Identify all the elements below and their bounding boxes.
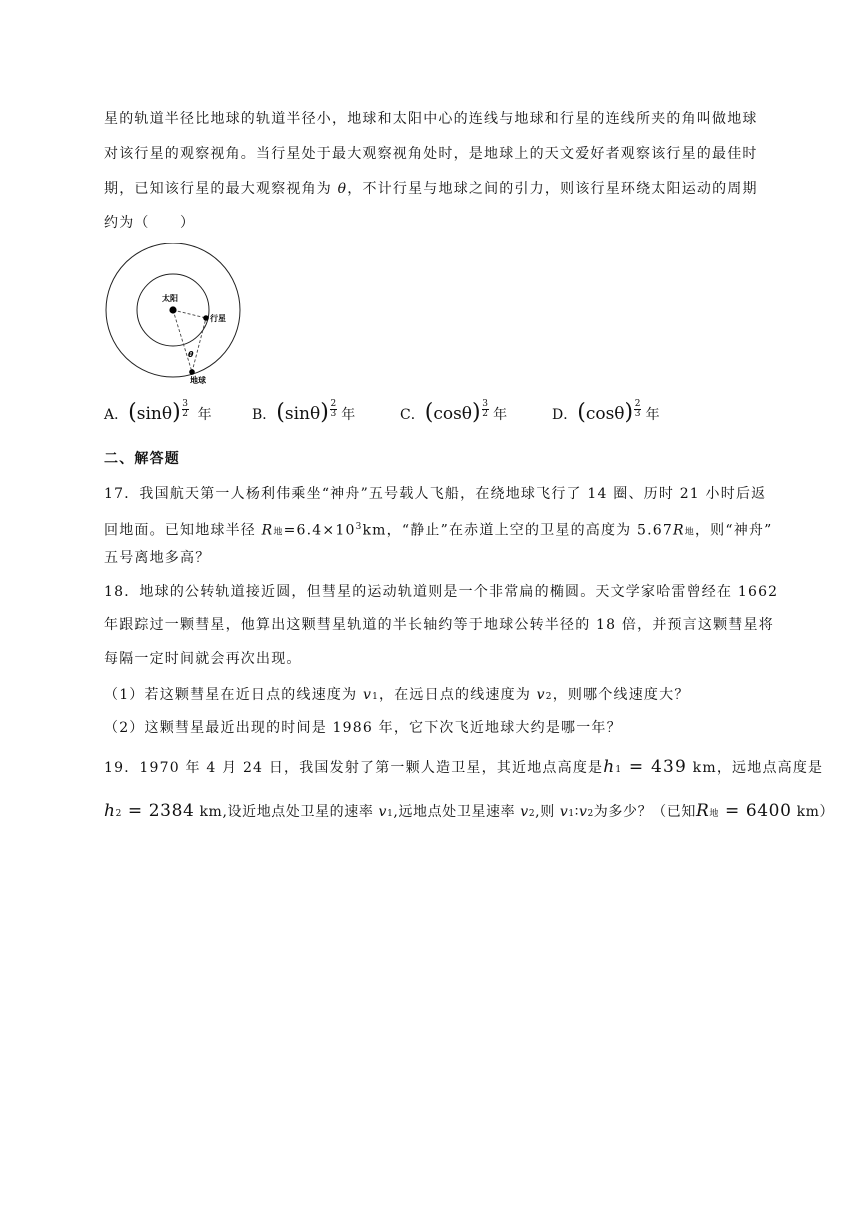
q18-text-line: 每隔一定时间就会再次出现。 — [104, 651, 302, 667]
question-text-line: 约为（ ） — [104, 215, 196, 231]
sun-earth-line — [173, 310, 192, 372]
q19-text-line: h2 = 2384 km,设近地点处卫星的速率 v1,远地点处卫星速率 v2,则 v1∶v2为多少？（已知R地 = 6400 km） — [104, 801, 835, 821]
q18-part-1: （1）若这颗彗星在近日点的线速度为 v1，在远日点的线速度为 v2，则哪个线速度大？ — [104, 687, 690, 703]
sun-dot — [169, 306, 176, 313]
q17-text-line: 五号离地多高？ — [104, 550, 211, 566]
q18-text-line: 年跟踪过一颗彗星，他算出这颗彗星轨道的半长轴约等于地球公转半径的 18 倍，并预言这颗彗星将 — [104, 617, 774, 633]
question-text-line: 期，已知该行星的最大观察视角为 θ，不计行星与地球之间的引力，则该行星环绕太阳运动的周期 — [104, 181, 758, 197]
sun-label: 太阳 — [162, 294, 178, 303]
earth-dot — [189, 369, 195, 375]
q18-part-2: （2）这颗彗星最近出现的时间是 1986 年，它下次飞近地球大约是哪一年？ — [104, 720, 622, 736]
question-text-line: 对该行星的观察视角。当行星处于最大观察视角处时，是地球上的天文爱好者观察该行星的最佳时 — [104, 146, 758, 162]
option-a[interactable]: A．(sinθ) $\frac{3}{2}$ 年 — [104, 399, 212, 425]
sun-planet-line — [173, 310, 206, 318]
earth-planet-line — [192, 318, 206, 372]
option-c[interactable]: C．(cosθ) $\frac{3}{2}$ 年 — [400, 399, 508, 425]
planet-dot — [203, 315, 209, 321]
q18-text-line: 18．地球的公转轨道接近圆，但彗星的运动轨道则是一个非常扁的椭圆。天文学家哈雷曾经在 1662 — [104, 584, 779, 600]
planet-label: 行星 — [210, 314, 226, 323]
option-b[interactable]: B．(sinθ) $\frac{2}{3}$ 年 — [252, 399, 356, 425]
option-d[interactable]: D．(cosθ) $\frac{2}{3}$ 年 — [552, 399, 660, 425]
q17-text-line: 17．我国航天第一人杨利伟乘坐“神舟”五号载人飞船，在绕地球飞行了 14 圈、历时 21 小时后返 — [104, 486, 767, 502]
question-text-line: 星的轨道半径比地球的轨道半径小，地球和太阳中心的连线与地球和行星的连线所夹的角叫做地球 — [104, 111, 758, 127]
orbit-diagram — [100, 243, 250, 388]
q19-text-line: 19．1970 年 4 月 24 日，我国发射了第一颗人造卫星，其近地点高度是h1 = 439 km，远地点高度是 — [104, 757, 824, 777]
q17-text-line: 回地面。已知地球半径 R地$=6.4\times 10^3km$，“静止”在赤道上空的卫星的高度为 5.67R地，则“神舟” — [104, 522, 773, 539]
angle-label: θ — [188, 350, 194, 359]
earth-label: 地球 — [190, 376, 206, 385]
section-title: 二、解答题 — [104, 451, 180, 467]
